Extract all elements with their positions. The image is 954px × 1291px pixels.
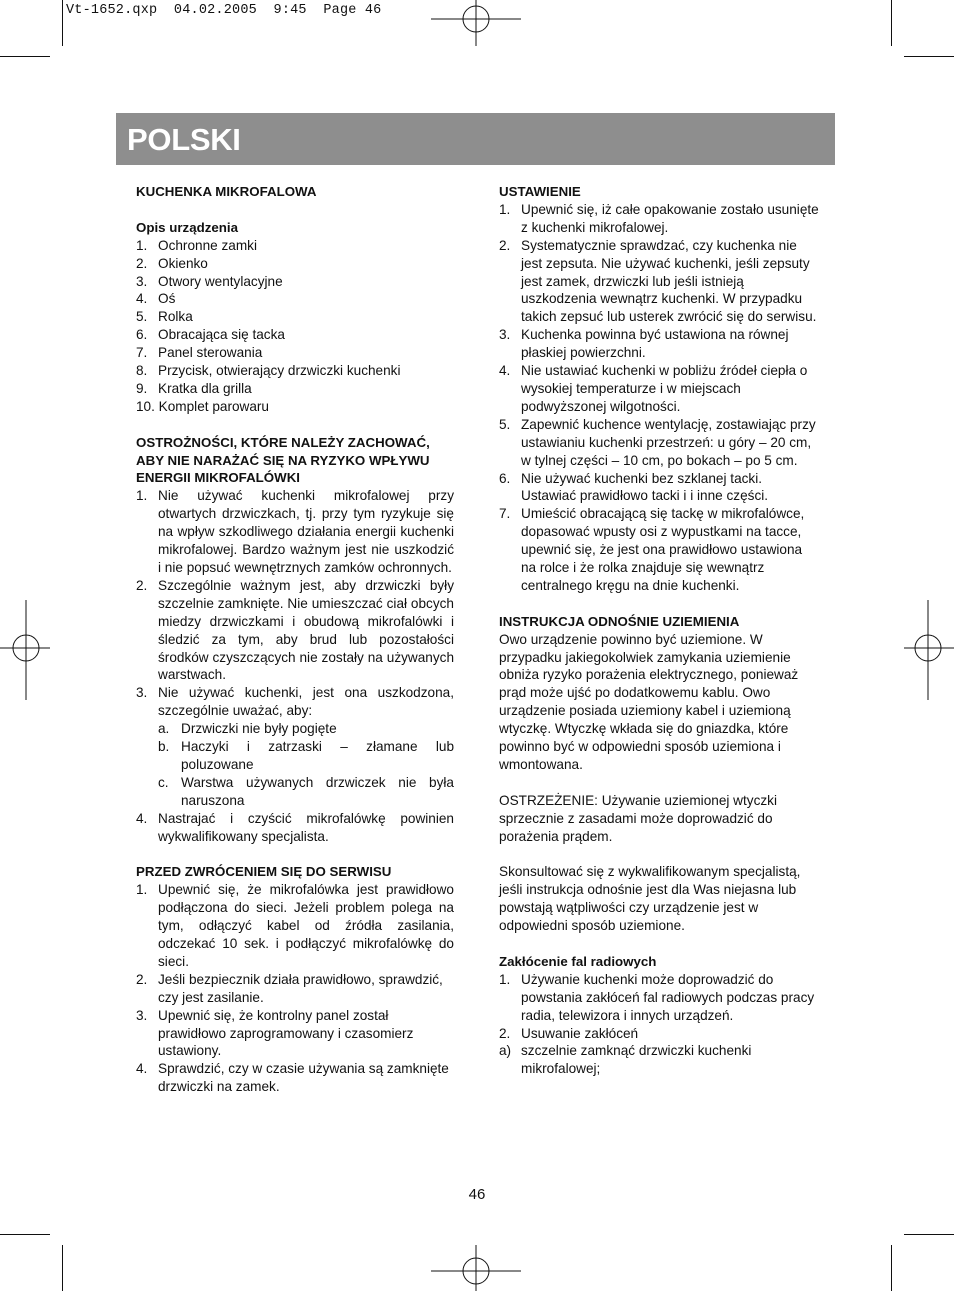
list-item: 1. Ochronne zamki [136, 237, 257, 253]
warning-text: OSTRZEŻENIE: Używanie uziemionej wtyczki sprzecznie z zasadami może doprowadzić do porażenia prądem. [499, 792, 777, 844]
list-item: 3. Otwory wentylacyjne [136, 273, 283, 289]
radio-heading: Zakłócenie fal radiowych [499, 953, 657, 969]
description-heading: Opis urządzenia [136, 219, 238, 235]
caution-heading: OSTROŻNOŚCI, KTÓRE NALEŻY ZACHOWAĆ, ABY NIE NARAŻAĆ SIĘ NA RYZYKO WPŁYWU ENERGII MIKROFALÓWKI [136, 434, 430, 486]
list-item: 1. Używanie kuchenki może doprowadzić do powstania zakłóceń fal radiowych podczas pracy radia, telewizora i innych urządzeń. [499, 971, 815, 1023]
setup-heading: USTAWIENIE [499, 184, 581, 199]
page-number: 46 [468, 1186, 486, 1203]
list-item: 5. Zapewnić kuchence wentylację, zostawiając przy ustawianiu kuchenki przestrzeń: u góry – 20 cm, w tylnej części – 10 cm, po bokach – po 5 cm. [499, 416, 816, 468]
list-item: 2. Szczególnie ważnym jest, aby drzwiczki były szczelnie zamknięte. Nie umieszczać ciał obcych miedzy drzwiczkami i obudową mikrofalówki i śledzić za tym, aby brud lub pozostałości środków czyszczących nie zostały na używanych warstwach. [136, 577, 454, 683]
registration-mark-right [904, 600, 954, 700]
list-item: 7. Panel sterowania [136, 345, 263, 361]
service-list [136, 881, 454, 1096]
registration-mark-bottom [431, 1245, 521, 1291]
list-item: 9. Kratka dla grilla [136, 380, 252, 396]
grounding-heading: INSTRUKCJA ODNOŚNIE UZIEMIENIA [499, 613, 740, 629]
language-banner [116, 113, 835, 165]
service-heading: PRZED ZWRÓCENIEM SIĘ DO SERWISU [136, 864, 392, 880]
list-item: 1. Upewnić się, iż całe opakowanie zostało usunięte z kuchenki mikrofalowej. [499, 201, 819, 235]
list-item: c. Warstwa używanych drzwiczek nie była naruszona [158, 774, 454, 808]
registration-mark-top [431, 0, 521, 46]
list-item: 2. Systematycznie sprawdzać, czy kuchenka nie jest zepsuta. Nie używać kuchenki, jeśli zepsuty jest zamek, drzwiczki lub jeśli istnieją uszkodzenia wewnątrz kuchenki. W przypadku takich zepsuć lub usterek zwrócić się do serwisu. [499, 237, 817, 325]
caution-list [136, 487, 454, 845]
list-item: 3. Kuchenka powinna być ustawiona na równej płaskiej powierzchni. [499, 327, 789, 361]
list-item: 2. Jeśli bezpiecznik działa prawidłowo, sprawdzić, czy jest zasilanie. [136, 971, 443, 1005]
list-item: 2. Okienko [136, 255, 208, 271]
list-item: 6. Nie używać kuchenki bez szklanej tacki. Ustawiać prawidłowo tacki i i inne części. [499, 470, 769, 504]
list-item: 8. Przycisk, otwierający drzwiczki kuchenki [136, 363, 401, 379]
list-item: a. Drzwiczki nie były pogięte [158, 721, 337, 737]
list-item: 1. Upewnić się, że mikrofalówka jest prawidłowo podłączona do sieci. Jeżeli problem polega na tym, odłączyć kabel od źródła zasilania, odczekać 10 sek. i podłączyć mikrofalówkę do sieci. [136, 882, 454, 969]
list-item: 3. Upewnić się, że kontrolny panel został prawidłowo zaprogramowany i czasomierz ustawiony. [136, 1007, 414, 1059]
list-item: b. Haczyki i zatrzaski – złamane lub poluzowane [158, 739, 454, 772]
grounding-text: Owo urządzenie powinno być uziemione. W przypadku jakiegokolwiek zamykania uziemienie obniża ryzyko porażenia elektrycznego, ponieważ prąd może ujść po dodatkowemu kablu. Owo urządzenie posiada uziemiony kabel i uziemioną wtyczkę. Wtyczkę wkłada się do gniazdka, które powinno być w odpowiedni sposób uziemiona i wmontowana. [499, 631, 799, 772]
radio-list [499, 971, 819, 1078]
banner-title: POLSKI [127, 122, 241, 157]
consult-text: Skonsultować się z wykwalifikowanym specjalistą, jeśli instrukcja odnośnie jest dla Was niejasna lub powstają wątpliwości czy urządzenie jest w odpowiedni sposób uziemione. [499, 864, 801, 934]
list-item: 4. Nie ustawiać kuchenki w pobliżu źródeł ciepła o wysokiej temperaturze i w miejscach podwyższonej wilgotności. [499, 363, 808, 414]
file-slug: Vt-1652.qxp 04.02.2005 9:45 Page 46 [66, 3, 382, 18]
list-item: 10. Komplet parowaru [136, 398, 269, 414]
list-item: 5. Rolka [136, 309, 193, 325]
parts-list [136, 237, 454, 416]
list-item: 4. Nastrajać i czyścić mikrofalówkę powinien wykwalifikowany specjalista. [136, 810, 454, 844]
setup-list [499, 201, 819, 595]
section-title: KUCHENKA MIKROFALOWA [136, 184, 317, 199]
list-item: 1. Nie używać kuchenki mikrofalowej przy otwartych drzwiczkach, tj. przy tym ryzykuje się na wpływ szkodliwego działania energii kuchenki mikrofalowej. Bardzo ważnym jest nie uszkodzić i nie popsuć wewnętrznych zamków ochronnych. [136, 488, 454, 575]
list-item: 2. Usuwanie zakłóceń [499, 1025, 639, 1041]
list-item: a) szczelnie zamknąć drzwiczki kuchenki mikrofalowej; [499, 1043, 752, 1077]
right-column [499, 183, 819, 1078]
list-item: 3. Nie używać kuchenki, jest ona uszkodzona, szczególnie uważać, aby: a. Drzwiczki nie były pogięte b. Haczyki i zatrzaski – złamane lub poluzowane c. Warstwa używanych drzwiczek nie była naruszona [136, 685, 454, 808]
list-item: 7. Umieścić obracającą się tackę w mikrofalówce, dopasować wpusty osi z wypustkami na tacce, upewnić się, że jest ona prawidłowo ustawiona na rolce i że rolka znajduje się wewnątrz centralnego kręgu na dnie kuchenki. [499, 506, 805, 593]
left-column [136, 183, 454, 1096]
caution-sublist [158, 720, 454, 810]
list-item: 6. Obracająca się tacka [136, 327, 285, 343]
registration-mark-left [0, 600, 50, 700]
list-item: 4. Sprawdzić, czy w czasie używania są zamknięte drzwiczki na zamek. [136, 1061, 449, 1095]
list-item: 4. Oś [136, 291, 176, 307]
